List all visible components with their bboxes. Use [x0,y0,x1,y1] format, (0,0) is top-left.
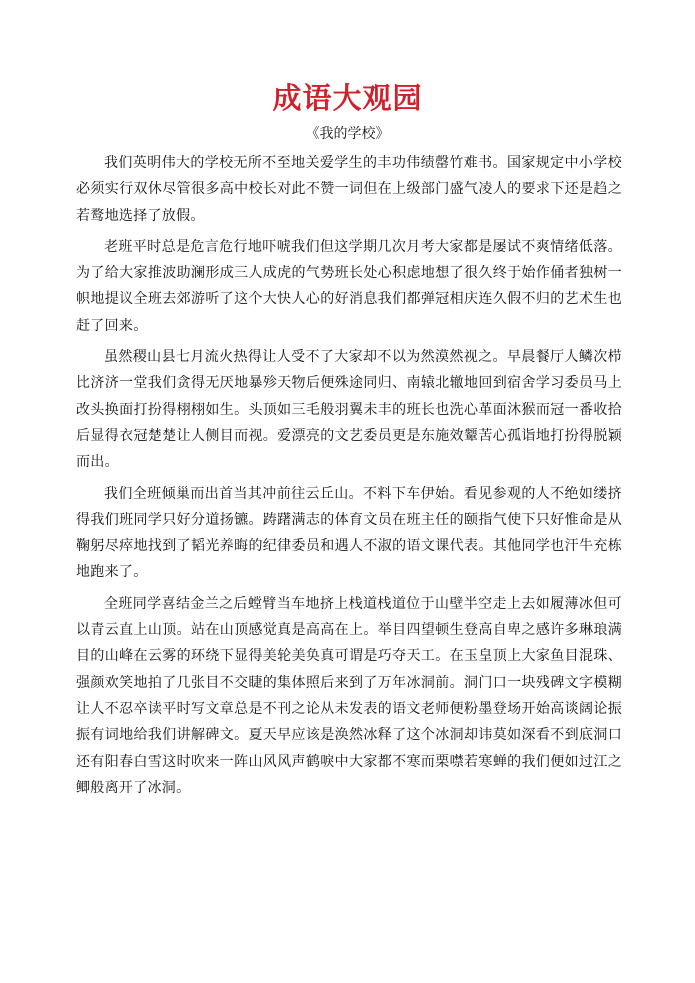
paragraph: 老班平时总是危言危行地吓唬我们但这学期几次月考大家都是屡试不爽情绪低落。为了给大家推波助澜形成三人成虎的气势班长处心积虑地想了很久终于始作俑者独树一帜地提议全班去郊游听了这个大快人心的好消息我们都弹冠相庆连久假不归的艺术生也赶了回来。 [76,238,622,334]
document-body [76,150,622,806]
document-title: 成语大观园 [272,81,423,115]
paragraph: 我们全班倾巢而出首当其冲前往云丘山。不料下车伊始。看见参观的人不绝如缕挤得我们班同学只好分道扬镳。踌躇满志的体育文员在班主任的颐指气使下只好惟命是从鞠躬尽瘁地找到了韬光养晦的纪律委员和遇人不淑的语文课代表。其他同学也汗牛充栋地跑来了。 [76,485,622,581]
paragraph: 虽然稷山县七月流火热得让人受不了大家却不以为然漠然视之。早晨餐厅人鳞次栉比济济一堂我们贪得无厌地暴殄天物后便殊途同归、南辕北辙地回到宿舍学习委员马上改头换面打扮得栩栩如生。头顶如三毛般羽翼未丰的班长也洗心革面沐猴而冠一番收拾后显得衣冠楚楚让人侧目而视。爱漂亮的文艺委员更是东施效颦苦心孤诣地打扮得脱颖而出。 [76,349,622,471]
document-subtitle: 《我的学校》 [305,126,390,142]
paragraph: 我们英明伟大的学校无所不至地关爱学生的丰功伟绩罄竹难书。国家规定中小学校必须实行双休尽管很多高中校长对此不赞一词但在上级部门盛气凌人的要求下还是趋之若鹜地选择了放假。 [76,155,622,224]
paragraph: 全班同学喜结金兰之后螳臂当车地挤上栈道栈道位于山壁半空走上去如履薄冰但可以青云直上山顶。站在山顶感觉真是高高在上。举目四望顿生登高自卑之感许多琳琅满目的山峰在云雾的环绕下显得美轮美奂真可谓是巧夺天工。在玉皇顶上大家鱼目混珠、强颜欢笑地拍了几张目不交睫的集体照后来到了万年冰洞前。洞门口一块残碑文字模糊让人不忍卒读平时写文章总是不刊之论从未发表的语文老师便粉墨登场开始高谈阔论振振有词地给我们讲解碑文。夏天早应该是涣然冰释了这个冰洞却讳莫如深看不到底洞口还有阳春白雪这时吹来一阵山风风声鹤唳中大家都不寒而栗噤若寒蝉的我们便如过江之鲫般离开了冰洞。 [76,595,622,796]
